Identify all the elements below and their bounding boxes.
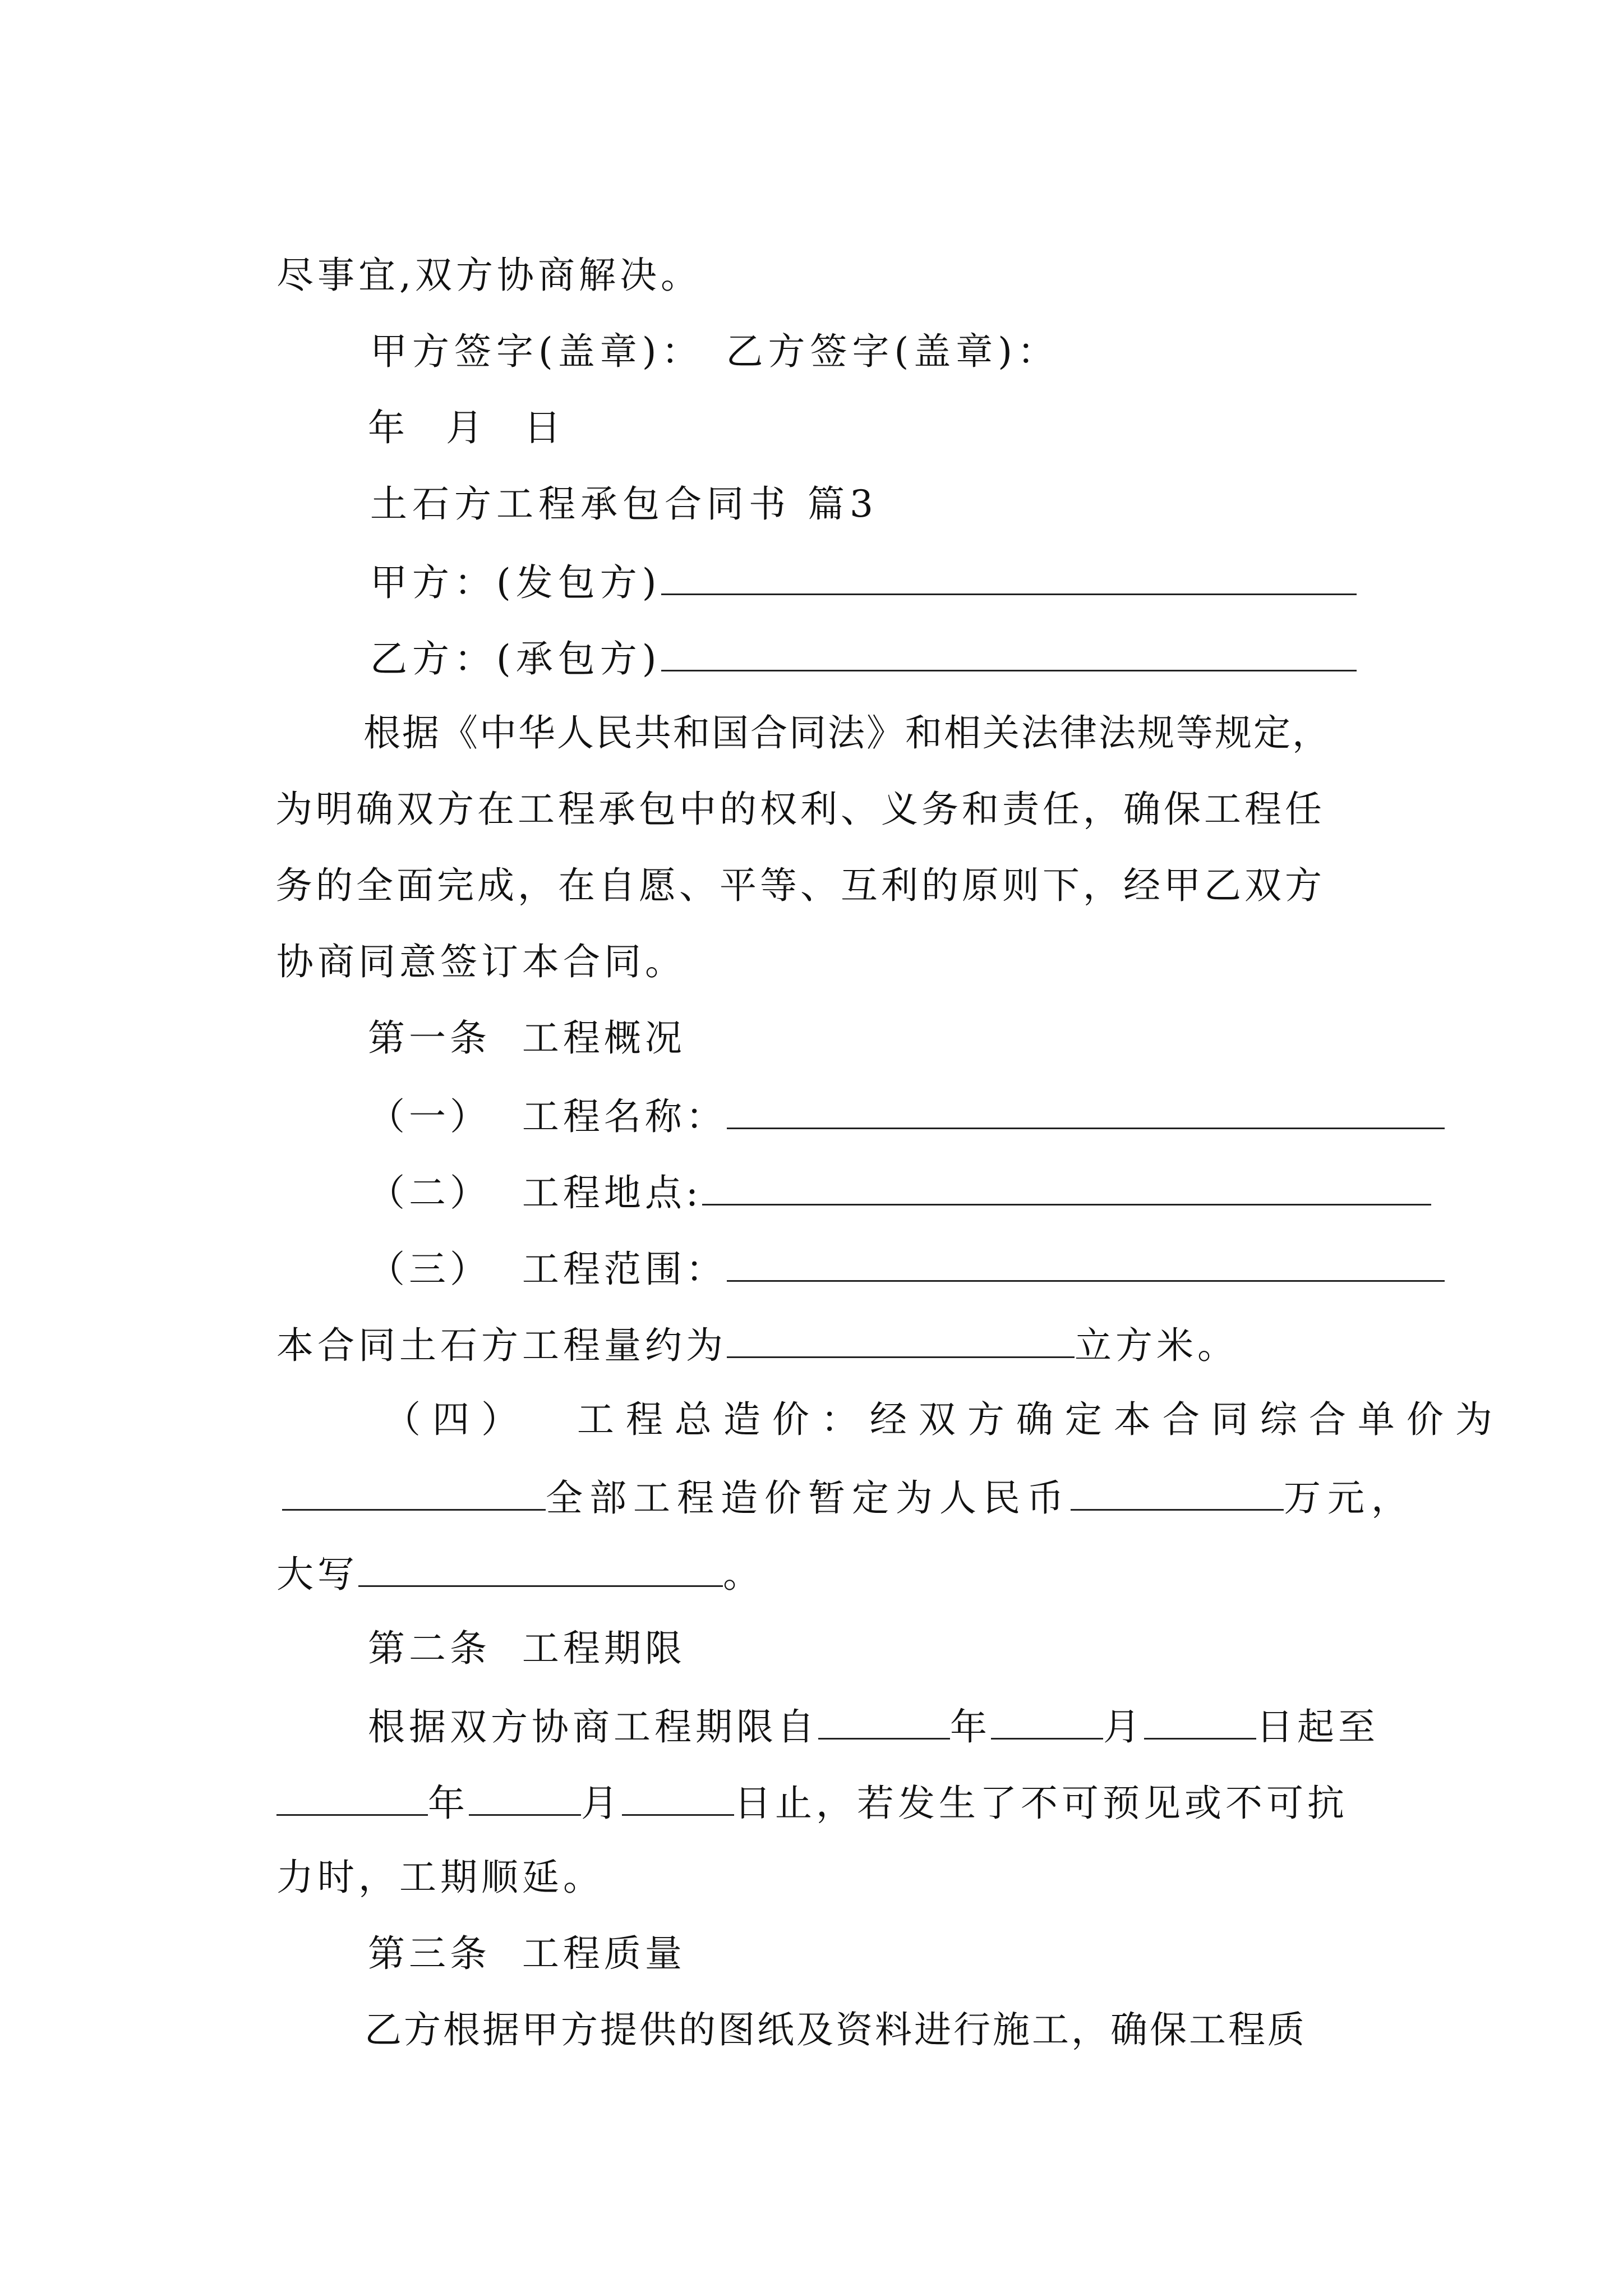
- period-year: 年: [949, 1705, 991, 1749]
- end-day-blank: [622, 1783, 734, 1816]
- signature-line: [336, 296, 1059, 373]
- volume-blank: [727, 1325, 1075, 1358]
- title-text: 土石方工程承包合同书 篇3: [370, 482, 878, 526]
- period-intro: 根据双方协商工程期限自: [367, 1705, 818, 1749]
- article-1-heading: [336, 983, 686, 1060]
- party-a-blank: [661, 562, 1357, 595]
- party-a-line: [336, 525, 1357, 604]
- period-year-2: 年: [427, 1782, 469, 1825]
- period-line-3: [245, 1822, 604, 1899]
- period-month: 月: [1103, 1705, 1144, 1749]
- project-location-blank: [702, 1172, 1431, 1205]
- document-title: [336, 449, 878, 526]
- price-unit-text: 万元，: [1283, 1476, 1415, 1520]
- date-day: 日: [523, 406, 565, 449]
- party-b-blank: [661, 638, 1357, 671]
- closing-paragraph: [245, 220, 702, 297]
- party-b-label: 乙方：(承包方): [370, 637, 662, 680]
- date-month: 月: [445, 406, 487, 449]
- start-year-blank: [818, 1706, 950, 1740]
- preamble-text-1: 根据《中华人民共和国合同法》和相关法律法规等规定，: [363, 711, 1331, 754]
- unit-price-blank: [282, 1478, 546, 1511]
- preamble-line-2: [245, 754, 1325, 831]
- project-scope-blank: [727, 1249, 1445, 1282]
- date-year: 年: [367, 406, 409, 449]
- period-line-1: [336, 1669, 1379, 1749]
- party-a-label: 甲方：(发包方): [370, 561, 662, 604]
- article-3-heading: [336, 1898, 686, 1975]
- total-price-blank: [1071, 1478, 1284, 1511]
- volume-line: [245, 1288, 1238, 1367]
- preamble-line-3: [245, 830, 1325, 907]
- amount-words-blank: [358, 1554, 723, 1587]
- project-location-label: （二） 工程地点:: [367, 1171, 703, 1214]
- project-name-blank: [727, 1096, 1445, 1129]
- volume-prefix: 本合同土石方工程量约为: [276, 1324, 727, 1367]
- total-price-line: [336, 1364, 1504, 1441]
- party-b-signature-label: 乙方签字(盖章)：: [726, 330, 1059, 373]
- party-a-signature-label: 甲方签字(盖章)：: [370, 330, 704, 373]
- preamble-text-2: 为明确双方在工程承包中的权利、义务和责任，确保工程任: [275, 788, 1325, 831]
- project-location-line: [336, 1135, 1431, 1212]
- start-month-blank: [991, 1706, 1103, 1740]
- quality-line: [336, 1975, 1307, 2049]
- preamble-text-4: 协商同意签订本合同。: [276, 940, 686, 983]
- project-name-label: （一） 工程名称：: [367, 1095, 727, 1138]
- project-name-line: [336, 1059, 1445, 1138]
- article-2-heading: [336, 1593, 686, 1670]
- period-line-2: [245, 1746, 1348, 1825]
- article-1-heading-text: 第一条 工程概况: [367, 1016, 686, 1060]
- price-mid-text: 全部工程造价暂定为人民币: [545, 1476, 1071, 1520]
- date-line: [336, 372, 565, 447]
- closing-text: 尽事宜,双方协商解决。: [276, 254, 702, 297]
- amount-end: 。: [722, 1553, 764, 1596]
- article-3-heading-text: 第三条 工程质量: [367, 1932, 686, 1975]
- project-scope-line: [336, 1212, 1445, 1291]
- amount-words-label: 大写: [276, 1553, 358, 1596]
- volume-suffix: 立方米。: [1074, 1324, 1238, 1367]
- party-b-line: [336, 601, 1357, 678]
- preamble-text-3: 务的全面完成，在自愿、平等、互利的原则下，经甲乙双方: [275, 864, 1325, 907]
- start-day-blank: [1144, 1706, 1256, 1740]
- preamble-line-4: [245, 907, 686, 981]
- period-day-from: 日起至: [1256, 1705, 1379, 1749]
- article-2-heading-text: 第二条 工程期限: [367, 1627, 686, 1670]
- end-year-blank: [276, 1783, 428, 1816]
- project-scope-label: （三） 工程范围：: [367, 1248, 727, 1291]
- period-extension: 力时，工期顺延。: [276, 1856, 604, 1899]
- preamble-line-1: [336, 678, 1331, 752]
- period-day-to: 日止，若发生了不可预见或不可抗: [734, 1782, 1348, 1825]
- total-price-text: （四） 工程总造价：经双方确定本合同综合单价为: [383, 1398, 1504, 1441]
- amount-words-line: [245, 1517, 764, 1596]
- quality-text: 乙方根据甲方提供的图纸及资料进行施工，确保工程质: [364, 2008, 1307, 2051]
- period-month-2: 月: [580, 1782, 622, 1825]
- price-detail-line: [245, 1441, 1415, 1520]
- end-month-blank: [469, 1783, 581, 1816]
